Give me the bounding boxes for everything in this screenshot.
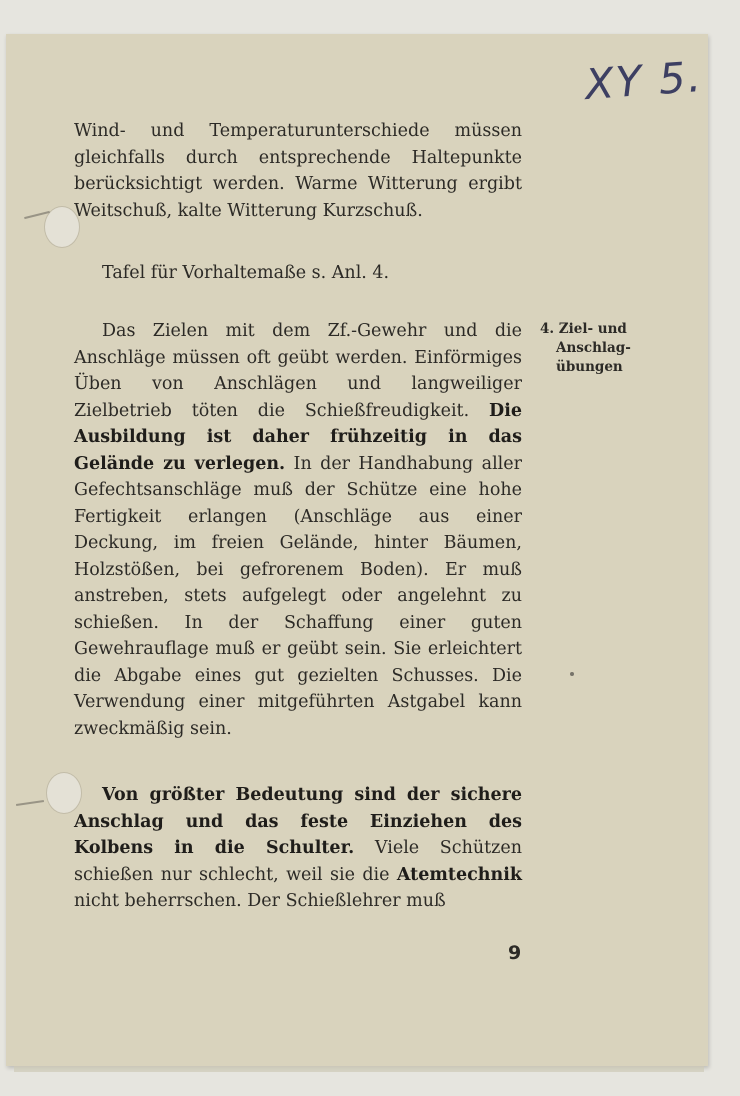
margin-note-line: 4. Ziel- und	[540, 321, 627, 337]
ink-dot	[570, 672, 574, 676]
emphasis-text: Von größter Bedeutung sind der sichere Anschlag und das feste Einziehen des Kolbens in die Schulter.	[74, 785, 522, 858]
margin-note	[540, 320, 660, 377]
paragraph-weather: Wind- und Temperaturunterschiede müssen gleichfalls durch entsprechende Haltepunkte berücksichtigt werden. Warme Witterung ergibt Weitschuß, kalte Witterung Kurzschuß.	[74, 121, 522, 221]
table-ref-text: Tafel für Vorhaltemaße s. Anl. 4.	[102, 263, 390, 283]
page-number: 9	[508, 942, 522, 964]
paragraph-text: Das Zielen mit dem Zf.-Gewehr und die Anschläge müssen oft geübt werden. Einförmiges Üben von Anschlägen und langweiliger Zielbetrieb töten die Schießfreudigkeit.	[74, 321, 522, 421]
paragraph-table-ref	[74, 260, 522, 287]
margin-note-line: Anschlag-	[556, 340, 631, 356]
emphasis-text: Die Ausbildung ist daher frühzeitig in das Gelände zu verlegen.	[74, 400, 522, 474]
archive-mark: XY 5.	[583, 51, 705, 110]
paragraph-text: In der Handhabung aller Gefechtsanschläge muß der Schütze eine hohe Fertigkeit erlangen (Anschläge aus einer Deckung, im freien Gelände, hinter Bäumen, Holzstößen, bei gefrorenem Boden). Er muß anstreben, stets aufgelegt oder angelehnt zu schießen. In der Schaffung einer guten Gewehrauflage muß er geübt sein. Sie erleichtert die Abgabe eines gut gezielten Schusses. Die Verwendung einer mitgeführten Astgabel kann zweckmäßig sein.	[74, 453, 522, 739]
margin-note-line: übungen	[556, 359, 623, 375]
paragraph-stance	[74, 782, 522, 915]
paragraph-text: nicht beherrschen. Der Schießlehrer muß	[74, 891, 446, 911]
emphasis-text: Atemtechnik	[396, 864, 522, 885]
paragraph-text: Viele Schützen schießen nur schlecht, weil sie die	[74, 838, 522, 885]
page-edge	[14, 1066, 704, 1072]
paragraph-aiming-practice	[74, 318, 522, 742]
